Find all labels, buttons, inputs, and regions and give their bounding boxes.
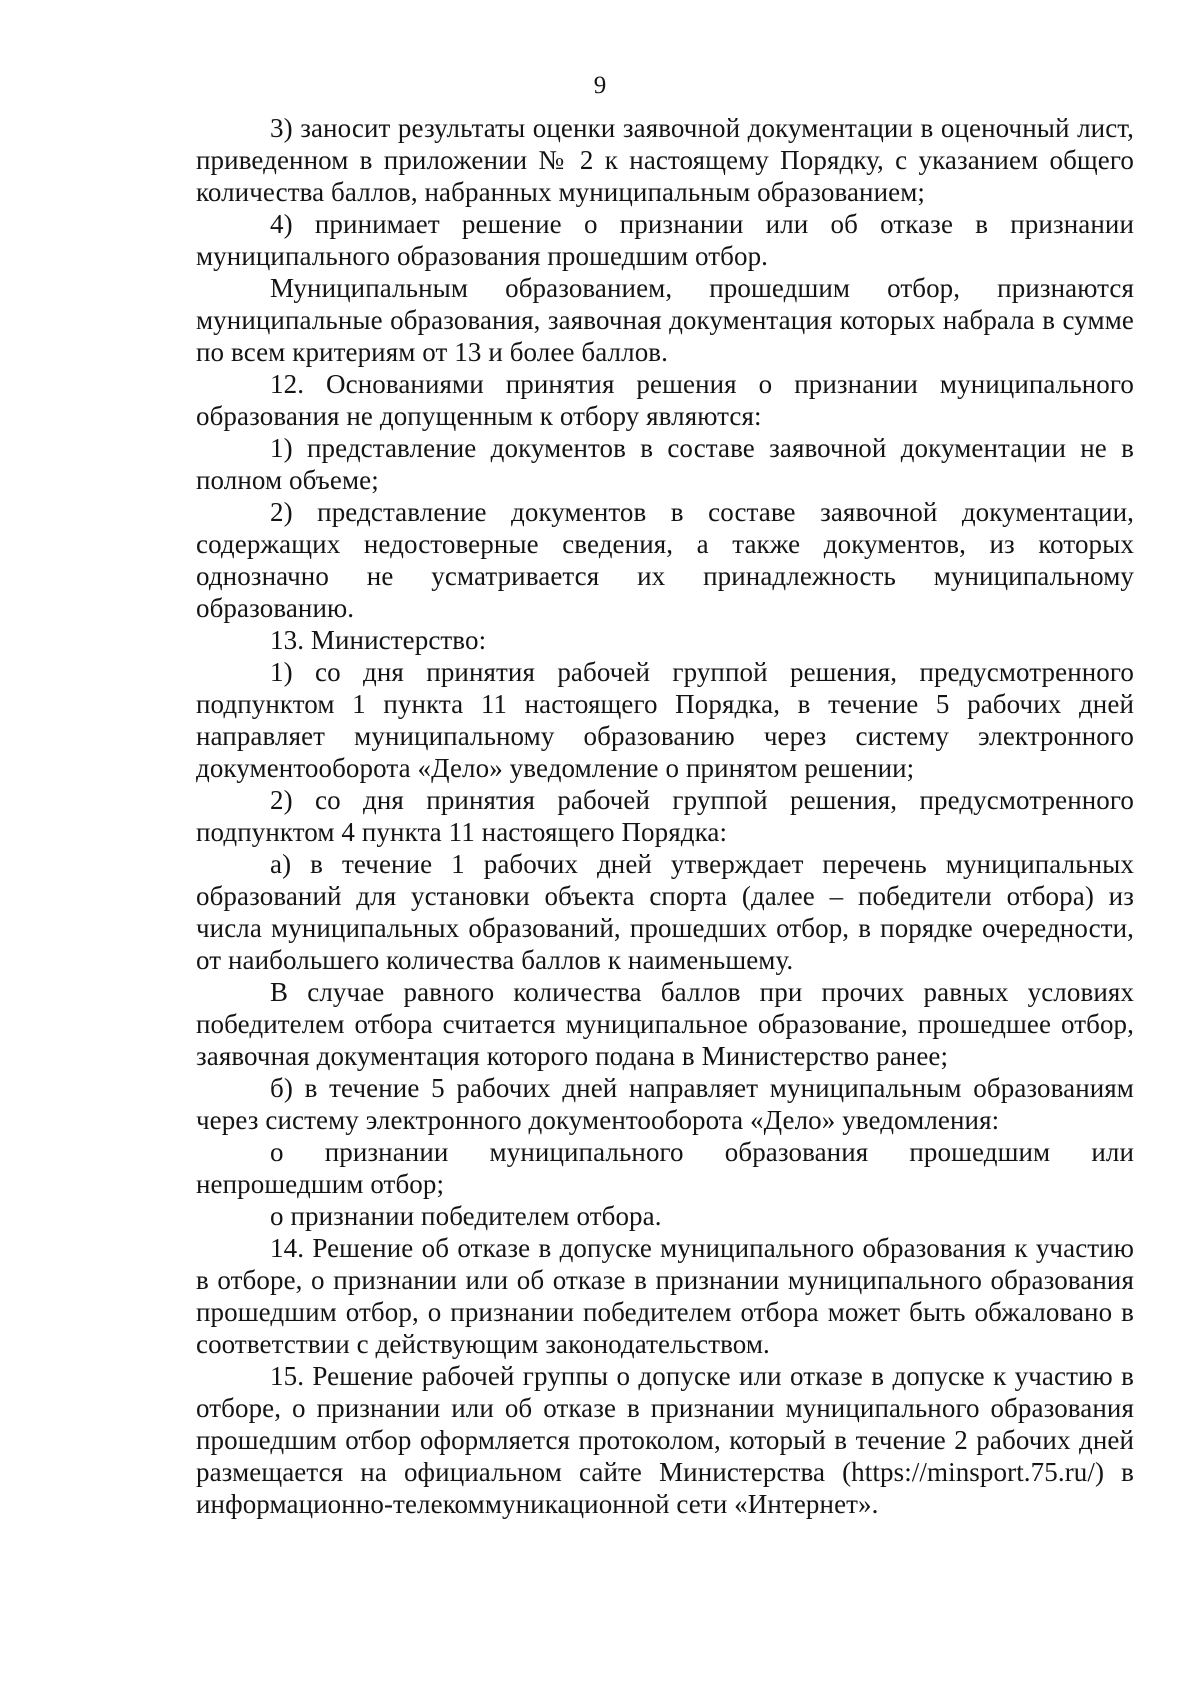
paragraph-notice-winner: о признании победителем отбора. <box>270 1201 662 1231</box>
paragraph-clause-15: 15. Решение рабочей группы о допуске или отказе в допуске к участию в отборе, о признании или об отказе в признании муниципального образования прошедшим отбор оформляется протоколом, который в течение 2 рабочих дней размещается на официальном сайте Министерства (https://minsport.75.ru/) в информационно-телекоммуникационной сети «Интернет». <box>196 1361 1134 1519</box>
paragraph-clause-13-item-1: 1) со дня принятия рабочей группой решения, предусмотренного подпунктом 1 пункта 11 настоящего Порядка, в течение 5 рабочих дней направляет муниципальному образованию через систему электронного документооборота «Дело» уведомление о принятом решении; <box>196 657 1134 783</box>
paragraph-clause-13-item-2: 2) со дня принятия рабочей группой решения, предусмотренного подпунктом 4 пункта 11 настоящего Порядка: <box>196 785 1134 847</box>
paragraph-item-3: 3) заносит результаты оценки заявочной документации в оценочный лист, приведенном в приложении № 2 к настоящему Порядку, с указанием общего количества баллов, набранных муниципальным образованием; <box>196 113 1134 207</box>
paragraph-equal-points: В случае равного количества баллов при прочих равных условиях победителем отбора считается муниципальное образование, прошедшее отбор, заявочная документация которого подана в Министерство ранее; <box>196 977 1134 1071</box>
page-number: 9 <box>593 72 607 99</box>
paragraph-clause-14: 14. Решение об отказе в допуске муниципального образования к участию в отборе, о признании или об отказе в признании муниципального образования прошедшим отбор, о признании победителем отбора может быть обжаловано в соответствии с действующим законодательством. <box>196 1233 1134 1359</box>
paragraph-notice-passed: о признании муниципального образования прошедшим или непрошедшим отбор; <box>196 1137 1134 1199</box>
document-body <box>196 112 1134 1520</box>
paragraph-item-4: 4) принимает решение о признании или об отказе в признании муниципального образования прошедшим отбор. <box>196 209 1134 271</box>
paragraph-subitem-a: а) в течение 1 рабочих дней утверждает перечень муниципальных образований для установки объекта спорта (далее – победители отбора) из числа муниципальных образований, прошедших отбор, в порядке очередности, от наибольшего количества баллов к наименьшему. <box>196 849 1134 975</box>
paragraph-clause-13: 13. Министерство: <box>270 625 487 655</box>
paragraph-clause-12-item-1: 1) представление документов в составе заявочной документации не в полном объеме; <box>196 433 1134 495</box>
paragraph-passed-definition: Муниципальным образованием, прошедшим отбор, признаются муниципальные образования, заявочная документация которых набрала в сумме по всем критериям от 13 и более баллов. <box>196 273 1134 367</box>
paragraph-subitem-b: б) в течение 5 рабочих дней направляет муниципальным образованиям через систему электронного документооборота «Дело» уведомления: <box>196 1073 1134 1135</box>
paragraph-clause-12: 12. Основаниями принятия решения о признании муниципального образования не допущенным к отбору являются: <box>196 369 1134 431</box>
paragraph-clause-12-item-2: 2) представление документов в составе заявочной документации, содержащих недостоверные сведения, а также документов, из которых однозначно не усматривается их принадлежность муниципальному образованию. <box>196 497 1134 623</box>
